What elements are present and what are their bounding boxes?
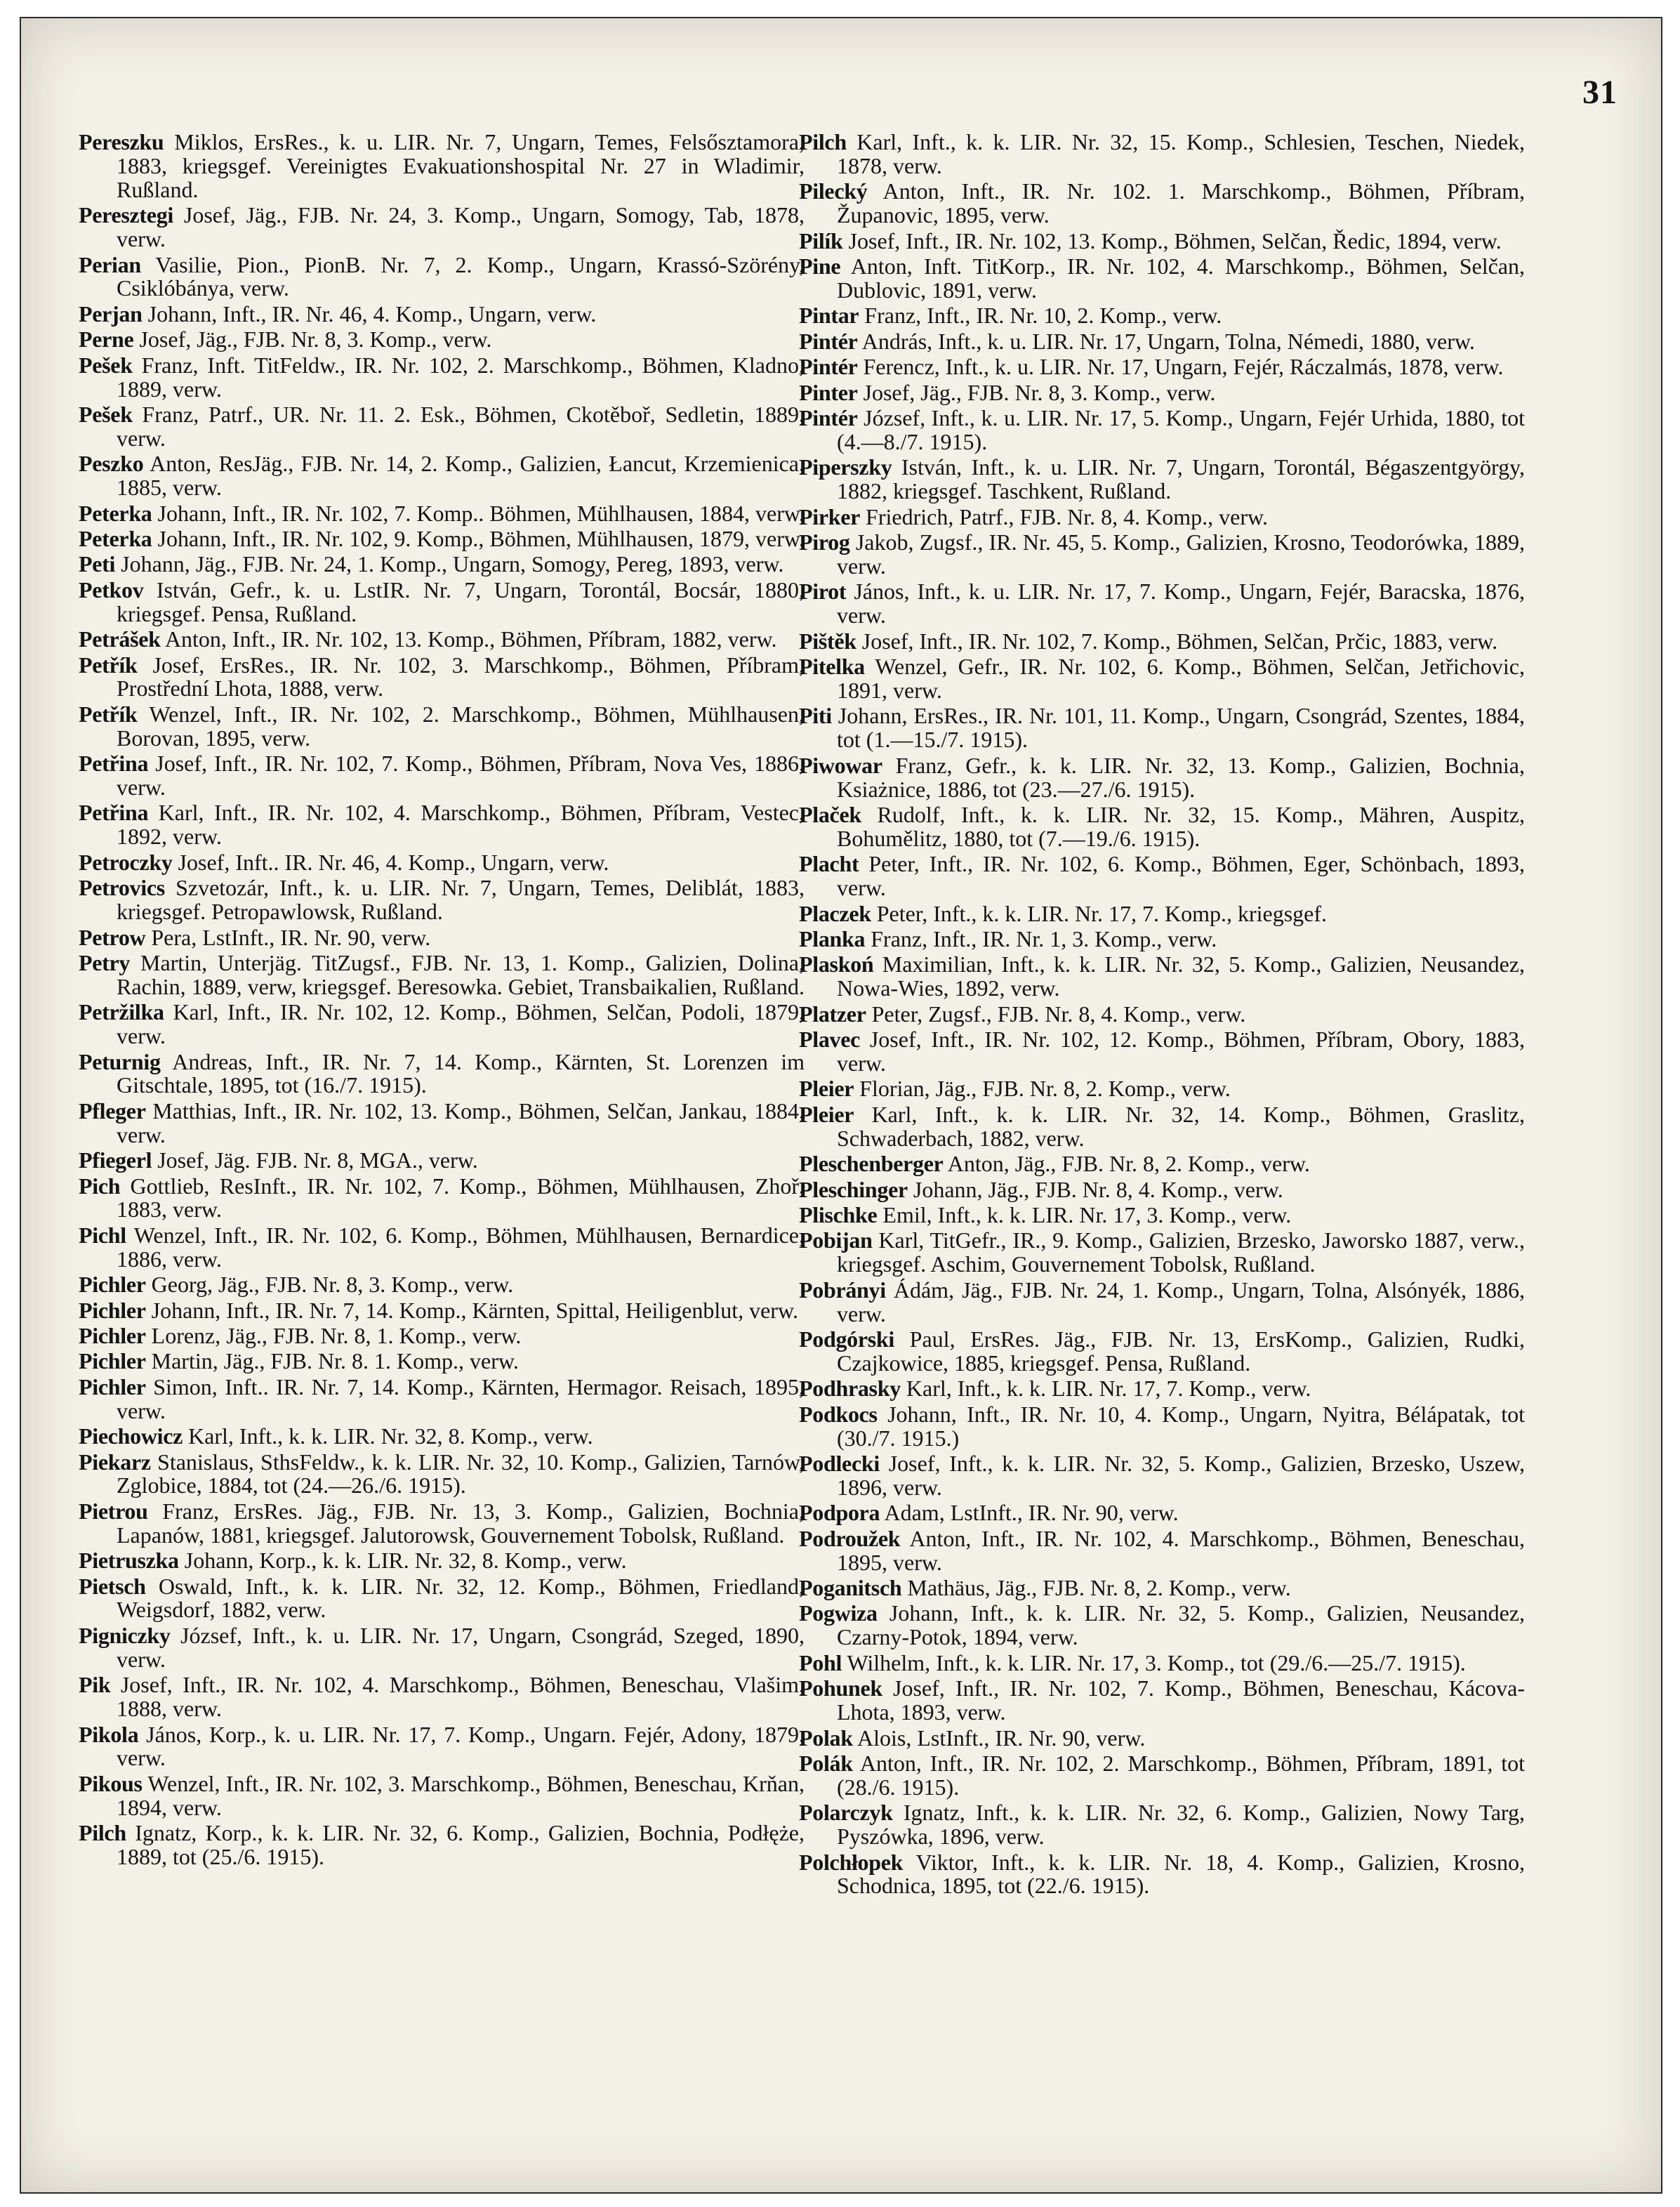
register-entry bbox=[799, 1801, 1525, 1849]
register-entry bbox=[799, 255, 1525, 303]
register-entry bbox=[79, 1425, 805, 1449]
register-entry bbox=[799, 1649, 1525, 1675]
entry-surname: Pinter bbox=[799, 379, 858, 405]
entry-details: Pera, LstInft., IR. Nr. 90, verw. bbox=[151, 924, 431, 950]
entry-surname: Petry bbox=[79, 949, 131, 975]
entry-details: Adam, LstInft., IR. Nr. 90, verw. bbox=[884, 1500, 1179, 1526]
entry-details: Peter, Inft., IR. Nr. 102, 6. Komp., Böhmen, Eger, Schönbach, 1893, verw. bbox=[837, 851, 1526, 901]
entry-surname: Petrášek bbox=[79, 626, 161, 652]
entry-surname: Placht bbox=[799, 851, 859, 877]
register-entry bbox=[79, 131, 805, 202]
entry-details: Ignatz, Korp., k. k. LIR. Nr. 32, 6. Komp., Galizien, Bochnia, Podłęże, 1889, tot (25./6. 1915). bbox=[117, 1820, 805, 1870]
register-entry bbox=[79, 951, 805, 999]
entry-details: Martin, Jäg., FJB. Nr. 8. 1. Komp., verw. bbox=[151, 1348, 519, 1374]
entry-surname: Pištěk bbox=[799, 628, 856, 654]
entry-details: Franz, Inft. TitFeldw., IR. Nr. 102, 2. Marschkomp., Böhmen, Kladno, 1889, verw. bbox=[117, 352, 805, 402]
entry-details: János, Inft., k. u. LIR. Nr. 17, 7. Komp., Ungarn, Fejér, Baracska, 1876, verw. bbox=[837, 579, 1526, 628]
register-entry bbox=[799, 1003, 1525, 1027]
entry-surname: Plaskoń bbox=[799, 951, 874, 977]
register-entry bbox=[79, 1624, 805, 1672]
register-entry bbox=[799, 928, 1525, 951]
entry-surname: Pfiegerl bbox=[79, 1147, 152, 1173]
entry-surname: Petržilka bbox=[79, 999, 164, 1025]
register-entry bbox=[79, 553, 805, 577]
entry-surname: Pilch bbox=[799, 129, 847, 154]
entry-surname: Pietrou bbox=[79, 1498, 148, 1524]
register-entry bbox=[799, 531, 1525, 579]
entry-surname: Pleier bbox=[799, 1101, 854, 1127]
register-entry bbox=[79, 1224, 805, 1272]
register-entry bbox=[799, 1501, 1525, 1525]
entry-details: Johann, Inft., IR. Nr. 7, 14. Komp., Kärnten, Spittal, Heiligenblut, verw. bbox=[151, 1297, 798, 1323]
entry-details: Simon, Inft.. IR. Nr. 7, 14. Komp., Kärnten, Hermagor. Reisach, 1895, verw. bbox=[117, 1373, 805, 1423]
entry-surname: Pietruszka bbox=[79, 1548, 179, 1574]
register-entry bbox=[79, 801, 805, 849]
entry-details: Karl, Inft., k. k. LIR. Nr. 32, 15. Komp., Schlesien, Teschen, Niedek, 1878, verw. bbox=[837, 129, 1526, 178]
entry-details: István, Inft., k. u. LIR. Nr. 7, Ungarn, Torontál, Bégaszentgyörgy, 1882, kriegsgef. Taschkent, Rußland. bbox=[837, 454, 1526, 504]
register-entry bbox=[799, 1851, 1525, 1899]
entry-details: Anton, Inft., IR. Nr. 102, 4. Marschkomp., Böhmen, Beneschau, 1895, verw. bbox=[837, 1525, 1526, 1575]
entry-surname: Pohunek bbox=[799, 1675, 882, 1701]
register-entry bbox=[799, 404, 1526, 454]
register-entry bbox=[799, 1727, 1525, 1751]
entry-surname: Pichler bbox=[79, 1373, 146, 1399]
entry-surname: Pilch bbox=[79, 1820, 126, 1846]
entry-surname: Planka bbox=[799, 926, 866, 951]
entry-details: Johann, Inft., IR. Nr. 102, 7. Komp.. Böhmen, Mühlhausen, 1884, verw. bbox=[157, 500, 805, 526]
register-entry bbox=[79, 452, 805, 500]
entry-details: Josef, Jäg., FJB. Nr. 8, 3. Komp., verw. bbox=[863, 379, 1216, 405]
register-entry bbox=[79, 204, 805, 251]
entry-details: Viktor, Inft., k. k. LIR. Nr. 18, 4. Komp., Galizien, Krosno, Schodnica, 1895, tot (22./6. 1915). bbox=[837, 1849, 1526, 1899]
entry-details: István, Gefr., k. u. LstIR. Nr. 7, Ungarn, Torontál, Bocsár, 1880, kriegsgef. Pensa, Rußland. bbox=[117, 577, 805, 626]
register-entry bbox=[799, 1527, 1525, 1575]
register-entry bbox=[799, 1752, 1525, 1800]
document-page bbox=[20, 17, 1662, 2194]
register-entry bbox=[799, 1077, 1525, 1101]
register-entry bbox=[799, 355, 1525, 379]
entry-surname: Pirot bbox=[799, 579, 847, 605]
entry-surname: Petroczky bbox=[79, 849, 173, 875]
register-entry bbox=[799, 1403, 1525, 1451]
entry-surname: Pikous bbox=[79, 1770, 143, 1796]
entry-surname: Poganitsch bbox=[799, 1575, 902, 1601]
register-entry bbox=[799, 1103, 1525, 1151]
register-entry bbox=[79, 703, 805, 751]
entry-details: Stanislaus, SthsFeldw., k. k. LIR. Nr. 32, 10. Komp., Galizien, Tarnów, Zglobice, 1884, tot (24.—26./6. 1915). bbox=[117, 1449, 805, 1498]
entry-details: Karl, Inft., IR. Nr. 102, 12. Komp., Böhmen, Selčan, Podoli, 1879, verw. bbox=[117, 999, 805, 1049]
entry-surname: Petrovics bbox=[79, 875, 165, 901]
entry-details: Karl, Inft., IR. Nr. 102, 4. Marschkomp., Böhmen, Příbram, Vestec, 1892, verw. bbox=[117, 800, 805, 850]
entry-details: Maximilian, Inft., k. k. LIR. Nr. 32, 5. Komp., Galizien, Neusandez, Nowa-Wies, 1892, verw. bbox=[837, 951, 1525, 1001]
register-entry bbox=[799, 704, 1525, 752]
register-entry bbox=[79, 354, 805, 402]
entry-details: Johann, Inft., IR. Nr. 102, 9. Komp., Böhmen, Mühlhausen, 1879, verw. bbox=[157, 526, 805, 551]
entry-surname: Perne bbox=[79, 327, 134, 353]
register-entry bbox=[79, 1001, 805, 1048]
entry-surname: Pešek bbox=[79, 401, 133, 427]
register-entry bbox=[799, 655, 1525, 703]
entry-details: Matthias, Inft., IR. Nr. 102, 13. Komp., Böhmen, Selčan, Jankau, 1884, verw. bbox=[117, 1098, 805, 1147]
entry-surname: Piechowicz bbox=[79, 1423, 183, 1449]
register-entry bbox=[799, 754, 1525, 802]
register-entry bbox=[79, 1050, 805, 1098]
entry-details: Karl, TitGefr., IR., 9. Komp., Galizien, Brzesko, Jaworsko 1887, verw., kriegsgef. Aschim, Gouvernement Tobolsk, Rußland. bbox=[837, 1227, 1526, 1277]
entry-surname: Pik bbox=[79, 1672, 111, 1698]
entry-details: Johann, Inft., IR. Nr. 46, 4. Komp., Ungarn, verw. bbox=[147, 301, 597, 327]
register-entry bbox=[79, 1821, 805, 1869]
entry-surname: Petkov bbox=[79, 577, 144, 602]
register-entry bbox=[799, 580, 1525, 628]
register-entry bbox=[799, 503, 1525, 529]
register-entry bbox=[79, 1772, 805, 1820]
entry-surname: Pintér bbox=[799, 404, 858, 430]
entry-details: Franz, ErsRes. Jäg., FJB. Nr. 13, 3. Komp., Galizien, Bochnia, Lapanów, 1881, kriegsgef. Jalutorowsk, Gouvernement Tobolsk, Rußland. bbox=[117, 1498, 805, 1548]
entry-details: Friedrich, Patrf., FJB. Nr. 8, 4. Komp., verw. bbox=[866, 503, 1269, 529]
entry-details: Wenzel, Inft., IR. Nr. 102, 3. Marschkomp., Böhmen, Beneschau, Krňan, 1894, verw. bbox=[117, 1770, 805, 1820]
entry-surname: Pirker bbox=[799, 503, 861, 529]
entry-surname: Piti bbox=[799, 703, 832, 729]
entry-details: Karl, Inft., k. k. LIR. Nr. 32, 8. Komp., verw. bbox=[188, 1423, 593, 1449]
register-entry bbox=[799, 230, 1525, 253]
entry-details: Josef, Inft., IR. Nr. 102, 7. Komp., Böhmen, Příbram, Nova Ves, 1886, verw. bbox=[117, 751, 805, 801]
page-number: 31 bbox=[1582, 74, 1618, 111]
entry-details: Josef, Inft.. IR. Nr. 46, 4. Komp., Ungarn, verw. bbox=[178, 849, 609, 875]
entry-details: Anton, Inft., IR. Nr. 102, 13. Komp., Böhmen, Příbram, 1882, verw. bbox=[164, 626, 777, 652]
entry-details: András, Inft., k. u. LIR. Nr. 17, Ungarn, Tolna, Némedi, 1880, verw. bbox=[861, 328, 1475, 354]
entry-surname: Pichler bbox=[79, 1323, 146, 1348]
entry-details: Jakob, Zugsf., IR. Nr. 45, 5. Komp., Galizien, Krosno, Teodorówka, 1889, verw. bbox=[837, 529, 1526, 579]
register-entry bbox=[799, 304, 1525, 328]
register-entry bbox=[799, 1229, 1525, 1277]
entry-details: Anton, Inft., IR. Nr. 102, 2. Marschkomp., Böhmen, Příbram, 1891, tot (28./6. 1915). bbox=[837, 1750, 1526, 1800]
entry-details: Anton, Jäg., FJB. Nr. 8, 2. Komp., verw. bbox=[947, 1151, 1310, 1177]
entry-surname: Polak bbox=[799, 1725, 853, 1751]
entry-surname: Petrow bbox=[79, 924, 146, 950]
entry-details: Emil, Inft., k. k. LIR. Nr. 17, 3. Komp., verw. bbox=[882, 1201, 1292, 1227]
entry-details: Josef, Inft., IR. Nr. 102, 7. Komp., Böhmen, Selčan, Prčic, 1883, verw. bbox=[861, 628, 1498, 654]
entry-details: Anton, ResJäg., FJB. Nr. 14, 2. Komp., Galizien, Łancut, Krzemienica, 1885, verw. bbox=[117, 451, 805, 501]
entry-details: Franz, Inft., IR. Nr. 10, 2. Komp., verw. bbox=[864, 303, 1222, 329]
entry-details: Wilhelm, Inft., k. k. LIR. Nr. 17, 3. Komp., tot (29./6.—25./7. 1915). bbox=[847, 1649, 1466, 1675]
entry-details: Ádám, Jäg., FJB. Nr. 24, 1. Komp., Ungarn, Tolna, Alsónyék, 1886, verw. bbox=[837, 1277, 1526, 1326]
register-entry bbox=[79, 1100, 805, 1147]
entry-details: Johann, Inft., k. k. LIR. Nr. 32, 5. Komp., Galizien, Neusandez, Czarny-Potok, 1894, verw. bbox=[837, 1600, 1526, 1650]
entry-surname: Pereszku bbox=[79, 129, 164, 154]
entry-details: Josef, Inft., IR. Nr. 102, 12. Komp., Böhmen, Příbram, Obory, 1883, verw. bbox=[837, 1027, 1525, 1076]
entry-details: Josef, Jäg. FJB. Nr. 8, MGA., verw. bbox=[157, 1147, 478, 1173]
register-entry bbox=[799, 1328, 1525, 1376]
entry-surname: Podhrasky bbox=[799, 1376, 901, 1402]
register-entry bbox=[799, 1452, 1525, 1500]
entry-surname: Pobrányi bbox=[799, 1277, 886, 1303]
register-entry bbox=[79, 253, 805, 301]
entry-surname: Podkocs bbox=[799, 1401, 878, 1427]
register-entry bbox=[799, 1279, 1525, 1326]
entry-details: Miklos, ErsRes., k. u. LIR. Nr. 7, Ungarn, Temes, Felsősztamora, 1883, kriegsgef. Vereinigtes Evakuationshospital Nr. 27 in Wladimir, Rußland. bbox=[117, 129, 805, 202]
register-entry bbox=[799, 131, 1525, 178]
entry-surname: Plischke bbox=[799, 1201, 878, 1227]
entry-surname: Pintar bbox=[799, 303, 859, 329]
entry-details: Florian, Jäg., FJB. Nr. 8, 2. Komp., verw. bbox=[859, 1076, 1231, 1102]
entry-surname: Pilecký bbox=[799, 178, 868, 204]
entry-surname: Pine bbox=[799, 253, 841, 279]
register-entry bbox=[799, 1377, 1525, 1401]
entry-details: Martin, Unterjäg. TitZugsf., FJB. Nr. 13, 1. Komp., Galizien, Dolina, Rachin, 1889, verw, kriegsgef. Beresowka. Gebiet, Transbaikalien, Rußland. bbox=[117, 949, 805, 999]
entry-surname: Perian bbox=[79, 251, 141, 277]
entry-details: Oswald, Inft., k. k. LIR. Nr. 32, 12. Komp., Böhmen, Friedland, Weigsdorf, 1882, verw. bbox=[117, 1573, 805, 1623]
left-column bbox=[79, 131, 805, 1871]
entry-details: Vasilie, Pion., PionB. Nr. 7, 2. Komp., Ungarn, Krassó-Szörény, Csiklóbánya, verw. bbox=[117, 251, 805, 301]
entry-surname: Plavec bbox=[799, 1027, 861, 1053]
entry-surname: Perjan bbox=[79, 301, 143, 327]
register-entry bbox=[79, 1451, 805, 1498]
entry-details: Johann, ErsRes., IR. Nr. 101, 11. Komp., Ungarn, Csongrád, Szentes, 1884, tot (1.—15./7. 1915). bbox=[837, 703, 1526, 753]
entry-details: Anton, Inft. TitKorp., IR. Nr. 102, 4. Marschkomp., Böhmen, Selčan, Dublovic, 1891, verw. bbox=[837, 253, 1526, 303]
entry-surname: Podroužek bbox=[799, 1525, 901, 1551]
register-entry bbox=[79, 752, 805, 800]
entry-details: Johann, Inft., IR. Nr. 10, 4. Komp., Ungarn, Nyitra, Bélápatak, tot (30./7. 1915.) bbox=[837, 1401, 1526, 1451]
entry-details: Anton, Inft., IR. Nr. 102. 1. Marschkomp., Böhmen, Příbram, Županovic, 1895, verw. bbox=[837, 178, 1526, 228]
entry-details: Wenzel, Inft., IR. Nr. 102, 6. Komp., Böhmen, Mühlhausen, Bernardice, 1886, verw. bbox=[117, 1222, 805, 1272]
register-entry bbox=[79, 328, 805, 352]
entry-details: Josef, ErsRes., IR. Nr. 102, 3. Marschkomp., Böhmen, Příbram, Prostřední Lhota, 1888, verw. bbox=[117, 652, 805, 701]
entry-surname: Piwowar bbox=[799, 752, 882, 778]
entry-details: Franz, Patrf., UR. Nr. 11. 2. Esk., Böhmen, Ckotěboř, Sedletin, 1889, verw. bbox=[117, 401, 805, 451]
entry-details: Lorenz, Jäg., FJB. Nr. 8, 1. Komp., verw. bbox=[151, 1323, 522, 1348]
register-entry bbox=[79, 1175, 805, 1223]
register-entry bbox=[79, 1350, 805, 1373]
register-entry bbox=[79, 579, 805, 626]
entry-surname: Piperszky bbox=[799, 454, 892, 480]
register-entry bbox=[799, 1028, 1525, 1076]
entry-surname: Pintér bbox=[799, 328, 858, 354]
register-entry bbox=[79, 1324, 805, 1348]
register-entry bbox=[79, 1723, 805, 1771]
entry-surname: Pfleger bbox=[79, 1098, 146, 1124]
entry-details: János, Korp., k. u. LIR. Nr. 17, 7. Komp., Ungarn. Fejér, Adony, 1879, verw. bbox=[117, 1721, 805, 1771]
entry-surname: Placzek bbox=[799, 900, 871, 926]
entry-surname: Platzer bbox=[799, 1001, 866, 1027]
register-entry bbox=[799, 1152, 1525, 1176]
entry-surname: Podlecki bbox=[799, 1451, 880, 1477]
register-entry bbox=[79, 1575, 805, 1623]
entry-details: Franz, Gefr., k. k. LIR. Nr. 32, 13. Komp., Galizien, Bochnia, Ksiażnice, 1886, tot (23.—27./6. 1915). bbox=[837, 752, 1525, 802]
entry-surname: Podgórski bbox=[799, 1326, 894, 1352]
entry-details: Andreas, Inft., IR. Nr. 7, 14. Komp., Kärnten, St. Lorenzen im Gitschtale, 1895, tot (16./7. 1915). bbox=[117, 1048, 805, 1098]
register-entry bbox=[799, 1576, 1525, 1600]
entry-surname: Peterka bbox=[79, 526, 152, 551]
register-entry bbox=[799, 180, 1525, 228]
register-entry bbox=[79, 654, 805, 701]
entry-surname: Petřina bbox=[79, 751, 149, 777]
register-entry bbox=[79, 628, 805, 652]
entry-surname: Pohl bbox=[799, 1649, 842, 1675]
entry-details: Franz, Inft., IR. Nr. 1, 3. Komp., verw. bbox=[871, 926, 1217, 951]
entry-details: Ignatz, Inft., k. k. LIR. Nr. 32, 6. Komp., Galizien, Nowy Targ, Pyszówka, 1896, verw. bbox=[837, 1800, 1526, 1850]
register-entry bbox=[799, 630, 1525, 654]
register-entry bbox=[79, 303, 805, 327]
register-entry bbox=[799, 803, 1525, 851]
entry-details: Josef, Jäg., FJB. Nr. 8, 3. Komp., verw. bbox=[139, 327, 492, 353]
register-entry bbox=[79, 502, 805, 526]
register-entry bbox=[799, 456, 1525, 503]
entry-surname: Pirog bbox=[799, 529, 850, 555]
entry-surname: Pleier bbox=[799, 1076, 854, 1102]
register-entry bbox=[79, 1299, 805, 1323]
entry-surname: Pichler bbox=[79, 1272, 146, 1298]
register-entry bbox=[799, 330, 1525, 354]
entry-surname: Petřík bbox=[79, 701, 138, 727]
entry-details: Szvetozár, Inft., k. u. LIR. Nr. 7, Ungarn, Temes, Deliblát, 1883, kriegsgef. Petropawlowsk, Rußland. bbox=[117, 875, 805, 925]
entry-details: Johann, Jäg., FJB. Nr. 8, 4. Komp., verw. bbox=[913, 1176, 1283, 1202]
entry-surname: Pitelka bbox=[799, 654, 865, 680]
entry-surname: Piekarz bbox=[79, 1449, 151, 1475]
right-column bbox=[799, 131, 1525, 1900]
register-entry bbox=[79, 851, 805, 875]
entry-surname: Peszko bbox=[79, 451, 144, 477]
register-entry bbox=[79, 1373, 805, 1423]
register-entry bbox=[799, 902, 1525, 926]
entry-details: Gottlieb, ResInft., IR. Nr. 102, 7. Komp., Böhmen, Mühlhausen, Zhoř, 1883, verw. bbox=[117, 1173, 805, 1223]
register-entry bbox=[799, 1677, 1525, 1725]
register-entry bbox=[79, 1273, 805, 1297]
entry-surname: Pleschenberger bbox=[799, 1151, 944, 1177]
entry-details: Paul, ErsRes. Jäg., FJB. Nr. 13, ErsKomp., Galizien, Rudki, Czajkowice, 1885, kriegsgef. Pensa, Rußland. bbox=[837, 1326, 1526, 1376]
entry-surname: Pichl bbox=[79, 1222, 126, 1248]
register-entry bbox=[799, 953, 1525, 1001]
entry-surname: Pogwiza bbox=[799, 1600, 878, 1626]
register-entry bbox=[79, 1500, 805, 1548]
entry-surname: Pichler bbox=[79, 1348, 146, 1374]
entry-surname: Pilík bbox=[799, 228, 843, 253]
entry-surname: Pikola bbox=[79, 1721, 139, 1747]
entry-surname: Petřík bbox=[79, 652, 138, 678]
entry-surname: Petřina bbox=[79, 800, 149, 826]
entry-details: Wenzel, Gefr., IR. Nr. 102, 6. Komp., Böhmen, Selčan, Jetřichovic, 1891, verw. bbox=[837, 654, 1526, 703]
entry-details: Ferencz, Inft., k. u. LIR. Nr. 17, Ungarn, Fejér, Ráczalmás, 1878, verw. bbox=[863, 354, 1504, 380]
entry-details: Wenzel, Inft., IR. Nr. 102, 2. Marschkomp., Böhmen, Mühlhausen, Borovan, 1895, verw. bbox=[117, 701, 805, 751]
register-entry bbox=[79, 1149, 805, 1173]
entry-details: Alois, LstInft., IR. Nr. 90, verw. bbox=[856, 1725, 1146, 1751]
entry-surname: Pešek bbox=[79, 352, 133, 378]
register-entry bbox=[799, 1201, 1525, 1227]
entry-details: Josef, Inft., IR. Nr. 102, 7. Komp., Böhmen, Beneschau, Kácova-Lhota, 1893, verw. bbox=[837, 1675, 1526, 1725]
entry-details: Rudolf, Inft., k. k. LIR. Nr. 32, 15. Komp., Mähren, Auspitz, Bohumělitz, 1880, tot (7.—19./6. 1915). bbox=[837, 801, 1525, 851]
entry-details: Mathäus, Jäg., FJB. Nr. 8, 2. Komp., verw. bbox=[907, 1575, 1291, 1601]
entry-surname: Pich bbox=[79, 1173, 121, 1199]
register-entry bbox=[79, 527, 805, 551]
register-entry bbox=[79, 926, 805, 950]
entry-surname: Polarczyk bbox=[799, 1800, 893, 1826]
register-entry bbox=[799, 1178, 1525, 1202]
register-entry bbox=[79, 876, 805, 924]
entry-details: Georg, Jäg., FJB. Nr. 8, 3. Komp., verw. bbox=[151, 1272, 514, 1298]
entry-details: Johann, Jäg., FJB. Nr. 24, 1. Komp., Ungarn, Somogy, Pereg, 1893, verw. bbox=[121, 551, 784, 577]
entry-surname: Pleschinger bbox=[799, 1176, 908, 1202]
entry-surname: Polák bbox=[799, 1750, 853, 1776]
register-entry bbox=[79, 1549, 805, 1573]
entry-surname: Podpora bbox=[799, 1500, 880, 1526]
entry-surname: Pobijan bbox=[799, 1227, 873, 1253]
entry-details: Karl, Inft., k. k. LIR. Nr. 17, 7. Komp., verw. bbox=[906, 1376, 1311, 1402]
entry-surname: Peturnig bbox=[79, 1048, 161, 1074]
entry-surname: Peterka bbox=[79, 500, 152, 526]
register-entry bbox=[799, 852, 1525, 900]
register-entry bbox=[799, 381, 1525, 405]
entry-details: Josef, Inft., k. k. LIR. Nr. 32, 5. Komp., Galizien, Brzesko, Uszew, 1896, verw. bbox=[837, 1451, 1526, 1500]
entry-surname: Pigniczky bbox=[79, 1622, 171, 1648]
entry-details: Johann, Korp., k. k. LIR. Nr. 32, 8. Komp., verw. bbox=[184, 1548, 627, 1574]
entry-details: Josef, Inft., IR. Nr. 102, 13. Komp., Böhmen, Selčan, Ředic, 1894, verw. bbox=[848, 228, 1502, 253]
entry-details: Karl, Inft., k. k. LIR. Nr. 32, 14. Komp., Böhmen, Graslitz, Schwaderbach, 1882, verw. bbox=[837, 1101, 1526, 1151]
entry-surname: Pichler bbox=[79, 1297, 146, 1323]
entry-surname: Pintér bbox=[799, 354, 858, 380]
register-entry bbox=[79, 403, 805, 451]
entry-surname: Peresztegi bbox=[79, 202, 173, 228]
entry-surname: Polchłopek bbox=[799, 1849, 904, 1875]
entry-details: Peter, Zugsf., FJB. Nr. 8, 4. Komp., verw. bbox=[871, 1001, 1246, 1027]
register-entry bbox=[79, 1673, 805, 1721]
entry-details: Peter, Inft., k. k. LIR. Nr. 17, 7. Komp., kriegsgef. bbox=[876, 900, 1328, 926]
entry-surname: Peti bbox=[79, 551, 116, 577]
entry-details: József, Inft., k. u. LIR. Nr. 17, 5. Komp., Ungarn, Fejér Urhida, 1880, tot (4.—8./7. 1915). bbox=[837, 404, 1526, 454]
entry-surname: Pietsch bbox=[79, 1573, 146, 1599]
entry-surname: Plaček bbox=[799, 801, 861, 827]
register-entry bbox=[799, 1602, 1525, 1649]
entry-details: Josef, Jäg., FJB. Nr. 24, 3. Komp., Ungarn, Somogy, Tab, 1878, verw. bbox=[117, 202, 805, 252]
entry-details: József, Inft., k. u. LIR. Nr. 17, Ungarn, Csongrád, Szeged, 1890, verw. bbox=[117, 1622, 805, 1672]
entry-details: Josef, Inft., IR. Nr. 102, 4. Marschkomp., Böhmen, Beneschau, Vlašim, 1888, verw. bbox=[117, 1672, 805, 1722]
